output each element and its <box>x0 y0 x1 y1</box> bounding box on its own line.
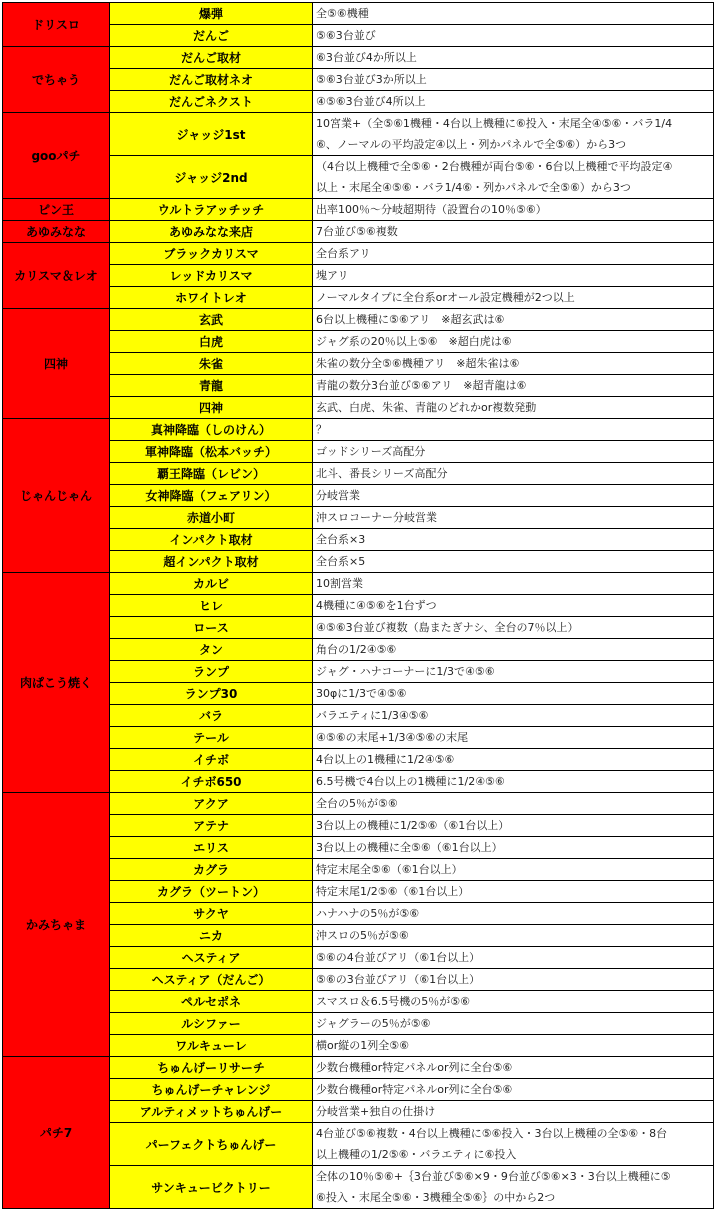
event-table-body <box>3 3 714 1209</box>
table-row <box>3 156 714 199</box>
table-row <box>3 1057 714 1079</box>
event-name-cell: 朱雀 <box>110 353 313 375</box>
event-description-cell: 玄武、白虎、朱雀、青龍のどれかor複数発動 <box>313 397 714 419</box>
table-row <box>3 705 714 727</box>
event-description-cell: ？ <box>313 419 714 441</box>
table-row <box>3 419 714 441</box>
description-line: 4台並び⑤⑥複数・4台以上機種に⑤⑥投入・3台以上機種の全⑤⑥・8台 <box>316 1127 668 1140</box>
table-row <box>3 595 714 617</box>
event-name-cell: テール <box>110 727 313 749</box>
table-row <box>3 3 714 25</box>
event-description-cell: 出率100％～分岐超期待（設置台の10％⑤⑥） <box>313 199 714 221</box>
table-row <box>3 815 714 837</box>
event-description-cell: ④⑤⑥の末尾+1/3④⑤⑥の末尾 <box>313 727 714 749</box>
event-name-cell: タン <box>110 639 313 661</box>
group-name-cell: あゆみなな <box>3 221 110 243</box>
event-description-cell: 全台の5％が⑤⑥ <box>313 793 714 815</box>
table-row <box>3 749 714 771</box>
event-name-cell: ジャッジ1st <box>110 113 313 156</box>
event-description-cell: ハナハナの5％が⑤⑥ <box>313 903 714 925</box>
table-row <box>3 969 714 991</box>
group-name-cell: パチ7 <box>3 1057 110 1209</box>
event-name-cell: アクア <box>110 793 313 815</box>
table-row <box>3 91 714 113</box>
table-row <box>3 441 714 463</box>
table-row <box>3 1035 714 1057</box>
event-name-cell: 玄武 <box>110 309 313 331</box>
description-line: ⑥投入・末尾全⑤⑥・3機種全⑤⑥｝の中から2つ <box>316 1191 556 1204</box>
event-name-cell: ブラックカリスマ <box>110 243 313 265</box>
event-description-cell: ⑤⑥の4台並びアリ（⑥1台以上） <box>313 947 714 969</box>
event-description-cell: 塊アリ <box>313 265 714 287</box>
table-row <box>3 617 714 639</box>
table-row <box>3 199 714 221</box>
table-row <box>3 661 714 683</box>
event-name-cell: 超インパクト取材 <box>110 551 313 573</box>
event-name-cell: バラ <box>110 705 313 727</box>
event-description-cell: 沖スロの5％が⑤⑥ <box>313 925 714 947</box>
event-description-cell: 角台の1/2④⑤⑥ <box>313 639 714 661</box>
event-name-cell: ホワイトレオ <box>110 287 313 309</box>
event-name-cell: ランプ <box>110 661 313 683</box>
event-description-cell: 3台以上の機種に1/2⑤⑥（⑥1台以上） <box>313 815 714 837</box>
event-name-cell: だんごネクスト <box>110 91 313 113</box>
table-row <box>3 287 714 309</box>
event-name-cell: 真神降臨（しのけん） <box>110 419 313 441</box>
event-description-cell: 6.5号機で4台以上の1機種に1/2④⑤⑥ <box>313 771 714 793</box>
group-name-cell: gooパチ <box>3 113 110 199</box>
table-row <box>3 47 714 69</box>
event-name-cell: ニカ <box>110 925 313 947</box>
event-description-cell: 青龍の数分3台並び⑤⑥アリ ※超青龍は⑥ <box>313 375 714 397</box>
event-description-cell: 4台以上の1機種に1/2④⑤⑥ <box>313 749 714 771</box>
description-line: 全体の10％⑤⑥+｛3台並び⑤⑥×9・9台並び⑤⑥×3・3台以上機種に⑤ <box>316 1170 671 1183</box>
event-name-cell: アルティメットちゅんげー <box>110 1101 313 1123</box>
event-name-cell: 爆弾 <box>110 3 313 25</box>
event-description-cell <box>313 156 714 199</box>
event-name-cell: ルシファー <box>110 1013 313 1035</box>
event-description-cell: ノーマルタイプに全台系orオール設定機種が2つ以上 <box>313 287 714 309</box>
event-description-cell: 少数台機種or特定パネルor列に全台⑤⑥ <box>313 1079 714 1101</box>
table-row <box>3 485 714 507</box>
event-description-cell: 7台並び⑤⑥複数 <box>313 221 714 243</box>
event-description-cell: ⑤⑥3台並び3か所以上 <box>313 69 714 91</box>
event-description-cell: 横or縦の1列全⑤⑥ <box>313 1035 714 1057</box>
event-description-cell <box>313 113 714 156</box>
table-row <box>3 309 714 331</box>
event-name-cell: インパクト取材 <box>110 529 313 551</box>
event-description-cell: 4機種に④⑤⑥を1台ずつ <box>313 595 714 617</box>
table-row <box>3 375 714 397</box>
table-row <box>3 1079 714 1101</box>
event-description-cell: 特定末尾1/2⑤⑥（⑥1台以上） <box>313 881 714 903</box>
event-name-cell: ちゅんげーチャレンジ <box>110 1079 313 1101</box>
table-row <box>3 1013 714 1035</box>
group-name-cell: ピン王 <box>3 199 110 221</box>
event-name-cell: ちゅんげーリサーチ <box>110 1057 313 1079</box>
event-table <box>2 2 714 1209</box>
table-row <box>3 529 714 551</box>
event-name-cell: ワルキューレ <box>110 1035 313 1057</box>
event-description-cell: 朱雀の数分全⑤⑥機種アリ ※超朱雀は⑥ <box>313 353 714 375</box>
event-name-cell: ウルトラアッチッチ <box>110 199 313 221</box>
event-name-cell: イチボ650 <box>110 771 313 793</box>
event-name-cell: 赤道小町 <box>110 507 313 529</box>
table-row <box>3 551 714 573</box>
event-name-cell: カグラ <box>110 859 313 881</box>
group-name-cell: ドリスロ <box>3 3 110 47</box>
table-row <box>3 903 714 925</box>
event-name-cell: ヘスティア <box>110 947 313 969</box>
event-name-cell: ヒレ <box>110 595 313 617</box>
event-name-cell: カルビ <box>110 573 313 595</box>
event-name-cell: 覇王降臨（レビン） <box>110 463 313 485</box>
table-row <box>3 727 714 749</box>
event-name-cell: サクヤ <box>110 903 313 925</box>
table-row <box>3 837 714 859</box>
event-name-cell: だんご取材 <box>110 47 313 69</box>
event-description-cell: ④⑤⑥3台並び複数（島またぎナシ、全台の7％以上） <box>313 617 714 639</box>
event-name-cell: ヘスティア（だんご） <box>110 969 313 991</box>
event-description-cell: 全台系×3 <box>313 529 714 551</box>
group-name-cell: 四神 <box>3 309 110 419</box>
event-description-cell: 少数台機種or特定パネルor列に全台⑤⑥ <box>313 1057 714 1079</box>
event-name-cell: レッドカリスマ <box>110 265 313 287</box>
table-row <box>3 1101 714 1123</box>
event-description-cell: ジャグ・ハナコーナーに1/3で④⑤⑥ <box>313 661 714 683</box>
table-row <box>3 771 714 793</box>
event-name-cell: 白虎 <box>110 331 313 353</box>
event-description-cell: 分岐営業+独自の仕掛け <box>313 1101 714 1123</box>
event-description-cell: ゴッドシリーズ高配分 <box>313 441 714 463</box>
event-description-cell: ⑤⑥3台並び <box>313 25 714 47</box>
group-name-cell: カリスマ＆レオ <box>3 243 110 309</box>
description-line: 10宮業+（全⑤⑥1機種・4台以上機種に⑥投入・末尾全④⑤⑥・バラ1/4 <box>316 117 673 130</box>
event-name-cell: ランプ30 <box>110 683 313 705</box>
group-name-cell: かみちゃま <box>3 793 110 1057</box>
event-description-cell: 沖スロコーナー分岐営業 <box>313 507 714 529</box>
event-name-cell: 女神降臨（フェアリン） <box>110 485 313 507</box>
table-row <box>3 25 714 47</box>
table-row <box>3 925 714 947</box>
table-row <box>3 573 714 595</box>
event-name-cell: ペルセポネ <box>110 991 313 1013</box>
event-description-cell: ⑥3台並び4か所以上 <box>313 47 714 69</box>
event-description-cell: 全台系アリ <box>313 243 714 265</box>
table-row <box>3 69 714 91</box>
table-row <box>3 1123 714 1166</box>
event-description-cell: 全⑤⑥機種 <box>313 3 714 25</box>
event-description-cell: 6台以上機種に⑤⑥アリ ※超玄武は⑥ <box>313 309 714 331</box>
event-description-cell: 特定末尾全⑤⑥（⑥1台以上） <box>313 859 714 881</box>
table-row <box>3 507 714 529</box>
event-description-cell: 10割営業 <box>313 573 714 595</box>
event-description-cell: 3台以上の機種に全⑤⑥（⑥1台以上） <box>313 837 714 859</box>
table-row <box>3 353 714 375</box>
event-name-cell: だんご取材ネオ <box>110 69 313 91</box>
table-row <box>3 859 714 881</box>
event-description-cell: 全台系×5 <box>313 551 714 573</box>
event-name-cell: ロース <box>110 617 313 639</box>
table-row <box>3 397 714 419</box>
table-row <box>3 639 714 661</box>
group-name-cell: 肉ぱこう焼く <box>3 573 110 793</box>
event-description-cell: バラエティに1/3④⑤⑥ <box>313 705 714 727</box>
table-row <box>3 947 714 969</box>
event-name-cell: パーフェクトちゅんげー <box>110 1123 313 1166</box>
group-name-cell: でちゃう <box>3 47 110 113</box>
event-name-cell: 四神 <box>110 397 313 419</box>
event-name-cell: アテナ <box>110 815 313 837</box>
table-row <box>3 881 714 903</box>
event-name-cell: エリス <box>110 837 313 859</box>
description-line: 以上・末尾全④⑤⑥・バラ1/4⑥・列かパネルで全⑤⑥）から3つ <box>316 181 631 194</box>
event-description-cell: ⑤⑥の3台並びアリ（⑥1台以上） <box>313 969 714 991</box>
table-row <box>3 243 714 265</box>
table-row <box>3 221 714 243</box>
event-description-cell: 分岐営業 <box>313 485 714 507</box>
table-row <box>3 331 714 353</box>
event-name-cell: カグラ（ツートン） <box>110 881 313 903</box>
event-name-cell: ジャッジ2nd <box>110 156 313 199</box>
event-name-cell: 青龍 <box>110 375 313 397</box>
event-description-cell: ジャグラーの5％が⑤⑥ <box>313 1013 714 1035</box>
table-row <box>3 991 714 1013</box>
event-name-cell: あゆみなな来店 <box>110 221 313 243</box>
event-description-cell: 北斗、番長シリーズ高配分 <box>313 463 714 485</box>
description-line: （4台以上機種で全⑤⑥・2台機種が両台⑤⑥・6台以上機種で平均設定④ <box>316 160 673 173</box>
table-row <box>3 793 714 815</box>
event-name-cell: 軍神降臨（松本バッチ） <box>110 441 313 463</box>
event-name-cell: イチボ <box>110 749 313 771</box>
table-row <box>3 463 714 485</box>
event-description-cell <box>313 1123 714 1166</box>
event-description-cell: スマスロ＆6.5号機の5％が⑤⑥ <box>313 991 714 1013</box>
group-name-cell: じゃんじゃん <box>3 419 110 573</box>
description-line: ⑥、ノーマルの平均設定④以上・列かパネルで全⑤⑥）から3つ <box>316 138 627 151</box>
table-row <box>3 683 714 705</box>
table-row <box>3 265 714 287</box>
event-name-cell: だんご <box>110 25 313 47</box>
event-description-cell: 30φに1/3で④⑤⑥ <box>313 683 714 705</box>
description-line: 以上機種の1/2⑤⑥・バラエティに⑥投入 <box>316 1148 517 1161</box>
table-row <box>3 113 714 156</box>
event-name-cell: サンキュービクトリー <box>110 1166 313 1209</box>
event-description-cell: ④⑤⑥3台並び4所以上 <box>313 91 714 113</box>
event-description-cell: ジャグ系の20％以上⑤⑥ ※超白虎は⑥ <box>313 331 714 353</box>
